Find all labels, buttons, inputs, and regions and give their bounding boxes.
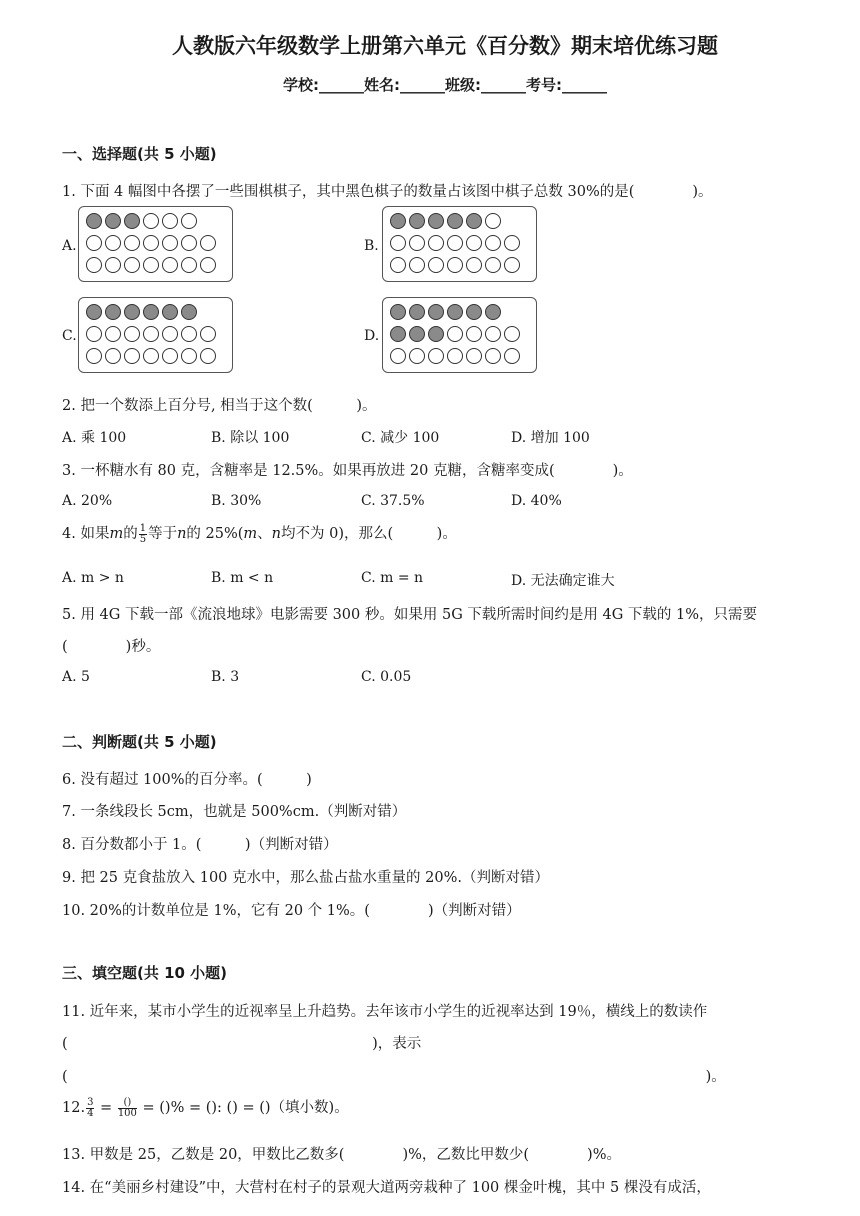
q12-fraction-1-denominator: 4 bbox=[87, 1107, 94, 1119]
question-13-text: 13. 甲数是 25，乙数是 20，甲数比乙数多( )%，乙数比甲数少( )%。 bbox=[62, 1147, 621, 1163]
question-9-text: 9. 把 25 克食盐放入 100 克水中，那么盐占盐水重量的 20%.（判断对错） bbox=[62, 870, 549, 886]
q4-mid2: 等于 bbox=[148, 526, 178, 542]
black-stone bbox=[105, 304, 121, 320]
question-8-text: 8. 百分数都小于 1。( )（判断对错） bbox=[62, 837, 338, 853]
black-stone bbox=[447, 304, 463, 320]
q3-option-b: B. 30% bbox=[211, 493, 262, 509]
q12-fraction-1-numerator: 3 bbox=[87, 1096, 94, 1108]
section-heading-choice: 一、选择题(共 5 小题) bbox=[62, 145, 217, 163]
white-stone bbox=[409, 257, 425, 273]
question-4-text bbox=[62, 522, 457, 545]
stone-row bbox=[390, 257, 520, 275]
white-stone bbox=[105, 235, 121, 251]
q5-option-c: C. 0.05 bbox=[361, 669, 412, 685]
white-stone bbox=[181, 213, 197, 229]
white-stone bbox=[485, 235, 501, 251]
white-stone bbox=[466, 235, 482, 251]
black-stone bbox=[428, 213, 444, 229]
white-stone bbox=[485, 348, 501, 364]
black-stone bbox=[447, 213, 463, 229]
white-stone bbox=[143, 213, 159, 229]
q4-mid1: 的 bbox=[123, 526, 138, 542]
q1-option-b-label: B. bbox=[364, 238, 379, 254]
section-heading-judge: 二、判断题(共 5 小题) bbox=[62, 733, 217, 751]
white-stone bbox=[181, 235, 197, 251]
white-stone bbox=[124, 348, 140, 364]
question-1-text: 1. 下面 4 幅图中各摆了一些围棋棋子，其中黑色棋子的数量占该图中棋子总数 30%的是( )。 bbox=[62, 184, 713, 200]
q4-var-n: n bbox=[177, 526, 187, 542]
stone-row bbox=[390, 326, 520, 344]
black-stone bbox=[409, 326, 425, 342]
q4-var-m2: m bbox=[243, 526, 258, 542]
q3-option-c: C. 37.5% bbox=[361, 493, 425, 509]
white-stone bbox=[143, 348, 159, 364]
question-5-line-2: ( )秒。 bbox=[62, 639, 161, 655]
white-stone bbox=[409, 235, 425, 251]
white-stone bbox=[390, 235, 406, 251]
white-stone bbox=[143, 235, 159, 251]
white-stone bbox=[162, 326, 178, 342]
white-stone bbox=[143, 326, 159, 342]
q1-option-c-label: C. bbox=[62, 328, 77, 344]
q12-equals: = bbox=[100, 1100, 113, 1116]
black-stone bbox=[124, 213, 140, 229]
stone-row bbox=[86, 348, 216, 366]
q1-option-a-label: A. bbox=[62, 238, 77, 254]
black-stone bbox=[181, 304, 197, 320]
black-stone bbox=[428, 326, 444, 342]
black-stone bbox=[86, 304, 102, 320]
black-stone bbox=[466, 304, 482, 320]
stone-row bbox=[390, 235, 520, 253]
white-stone bbox=[143, 257, 159, 273]
white-stone bbox=[504, 326, 520, 342]
white-stone bbox=[504, 257, 520, 273]
white-stone bbox=[447, 326, 463, 342]
question-11-line-2: ( )，表示 bbox=[62, 1036, 422, 1052]
white-stone bbox=[485, 257, 501, 273]
white-stone bbox=[504, 348, 520, 364]
black-stone bbox=[390, 213, 406, 229]
stone-row bbox=[86, 257, 216, 275]
stone-row bbox=[390, 213, 501, 231]
white-stone bbox=[181, 326, 197, 342]
white-stone bbox=[200, 235, 216, 251]
black-stone bbox=[105, 213, 121, 229]
white-stone bbox=[105, 326, 121, 342]
white-stone bbox=[162, 348, 178, 364]
white-stone bbox=[504, 235, 520, 251]
white-stone bbox=[86, 326, 102, 342]
white-stone bbox=[124, 257, 140, 273]
question-5-line-1: 5. 用 4G 下载一部《流浪地球》电影需要 300 秒。如果用 5G 下载所需时间约是用 4G 下载的 1%，只需要 bbox=[62, 607, 758, 623]
q4-var-m: m bbox=[109, 526, 124, 542]
white-stone bbox=[200, 326, 216, 342]
q3-option-d: D. 40% bbox=[511, 493, 562, 509]
stone-row bbox=[86, 304, 197, 322]
q2-option-b: B. 除以 100 bbox=[211, 430, 290, 446]
stone-row bbox=[86, 326, 216, 344]
q12-rest: = ()% = (): () = ()（填小数)。 bbox=[142, 1100, 349, 1116]
white-stone bbox=[428, 348, 444, 364]
black-stone bbox=[390, 326, 406, 342]
white-stone bbox=[181, 348, 197, 364]
q12-fraction-2-numerator: () bbox=[118, 1098, 137, 1109]
white-stone bbox=[86, 348, 102, 364]
white-stone bbox=[485, 213, 501, 229]
q4-prefix: 4. 如果 bbox=[62, 526, 110, 542]
black-stone bbox=[485, 304, 501, 320]
q12-fraction-2 bbox=[118, 1098, 137, 1119]
go-board-c bbox=[78, 297, 233, 373]
white-stone bbox=[200, 257, 216, 273]
question-7-text: 7. 一条线段长 5cm，也就是 500%cm.（判断对错） bbox=[62, 804, 407, 820]
black-stone bbox=[162, 304, 178, 320]
white-stone bbox=[162, 257, 178, 273]
white-stone bbox=[390, 348, 406, 364]
black-stone bbox=[390, 304, 406, 320]
go-board-a bbox=[78, 206, 233, 282]
white-stone bbox=[466, 257, 482, 273]
q5-option-b: B. 3 bbox=[211, 669, 240, 685]
q5-option-a: A. 5 bbox=[62, 669, 90, 685]
stone-row bbox=[390, 348, 520, 366]
q4-fraction-denominator: 5 bbox=[139, 533, 147, 545]
black-stone bbox=[409, 213, 425, 229]
white-stone bbox=[162, 235, 178, 251]
question-11-line-1: 11. 近年来，某市小学生的近视率呈上升趋势。去年该市小学生的近视率达到 19％，横线上的数读作 bbox=[62, 1004, 708, 1020]
q12-fraction-1 bbox=[86, 1098, 94, 1119]
q12-fraction-2-denominator: 100 bbox=[117, 1107, 137, 1119]
q1-option-d-label: D. bbox=[364, 328, 380, 344]
q4-suffix: 均不为 0)，那么( )。 bbox=[281, 526, 457, 542]
white-stone bbox=[390, 257, 406, 273]
q4-option-a: A. m > n bbox=[62, 570, 124, 586]
white-stone bbox=[409, 348, 425, 364]
black-stone bbox=[143, 304, 159, 320]
q3-option-a: A. 20% bbox=[62, 493, 113, 509]
white-stone bbox=[181, 257, 197, 273]
question-12-text bbox=[62, 1096, 349, 1119]
q4-fraction bbox=[139, 524, 147, 545]
white-stone bbox=[86, 235, 102, 251]
white-stone bbox=[105, 257, 121, 273]
black-stone bbox=[124, 304, 140, 320]
black-stone bbox=[86, 213, 102, 229]
question-11-line-3: ( )。 bbox=[62, 1069, 726, 1085]
white-stone bbox=[200, 348, 216, 364]
question-6-text: 6. 没有超过 100%的百分率。( ) bbox=[62, 772, 312, 788]
black-stone bbox=[409, 304, 425, 320]
q4-option-d: D. 无法确定谁大 bbox=[511, 573, 615, 589]
q4-option-c: C. m = n bbox=[361, 570, 424, 586]
white-stone bbox=[447, 235, 463, 251]
student-info-line: 学校:______姓名:______班级:______考号:______ bbox=[283, 76, 607, 94]
q2-option-d: D. 增加 100 bbox=[511, 430, 590, 446]
white-stone bbox=[124, 235, 140, 251]
q4-var-n2: n bbox=[271, 526, 282, 542]
question-14-text: 14. 在“美丽乡村建设”中，大营村在村子的景观大道两旁栽种了 100 棵金叶槐，其中 5 棵没有成活， bbox=[62, 1180, 711, 1196]
page-title: 人教版六年级数学上册第六单元《百分数》期末培优练习题 bbox=[172, 34, 718, 58]
white-stone bbox=[162, 213, 178, 229]
white-stone bbox=[447, 257, 463, 273]
white-stone bbox=[428, 257, 444, 273]
q4-mid4: 、 bbox=[257, 526, 272, 542]
section-heading-fill: 三、填空题(共 10 小题) bbox=[62, 964, 228, 982]
white-stone bbox=[466, 348, 482, 364]
white-stone bbox=[124, 326, 140, 342]
q2-option-c: C. 减少 100 bbox=[361, 430, 440, 446]
q4-mid3: 的 25%( bbox=[186, 526, 244, 542]
white-stone bbox=[428, 235, 444, 251]
q4-fraction-numerator: 1 bbox=[139, 522, 147, 534]
white-stone bbox=[447, 348, 463, 364]
white-stone bbox=[466, 326, 482, 342]
white-stone bbox=[86, 257, 102, 273]
q12-prefix: 12. bbox=[62, 1100, 86, 1116]
stone-row bbox=[86, 235, 216, 253]
q2-option-a: A. 乘 100 bbox=[62, 430, 127, 446]
question-2-text: 2. 把一个数添上百分号, 相当于这个数( )。 bbox=[62, 398, 377, 414]
white-stone bbox=[105, 348, 121, 364]
black-stone bbox=[466, 213, 482, 229]
stone-row bbox=[86, 213, 197, 231]
black-stone bbox=[428, 304, 444, 320]
stone-row bbox=[390, 304, 501, 322]
white-stone bbox=[485, 326, 501, 342]
go-board-d bbox=[382, 297, 537, 373]
go-board-b bbox=[382, 206, 537, 282]
question-10-text: 10. 20%的计数单位是 1%，它有 20 个 1%。( )（判断对错） bbox=[62, 903, 521, 919]
q4-option-b: B. m < n bbox=[211, 570, 274, 586]
question-3-text: 3. 一杯糖水有 80 克，含糖率是 12.5%。如果再放进 20 克糖，含糖率变成( )。 bbox=[62, 463, 633, 479]
